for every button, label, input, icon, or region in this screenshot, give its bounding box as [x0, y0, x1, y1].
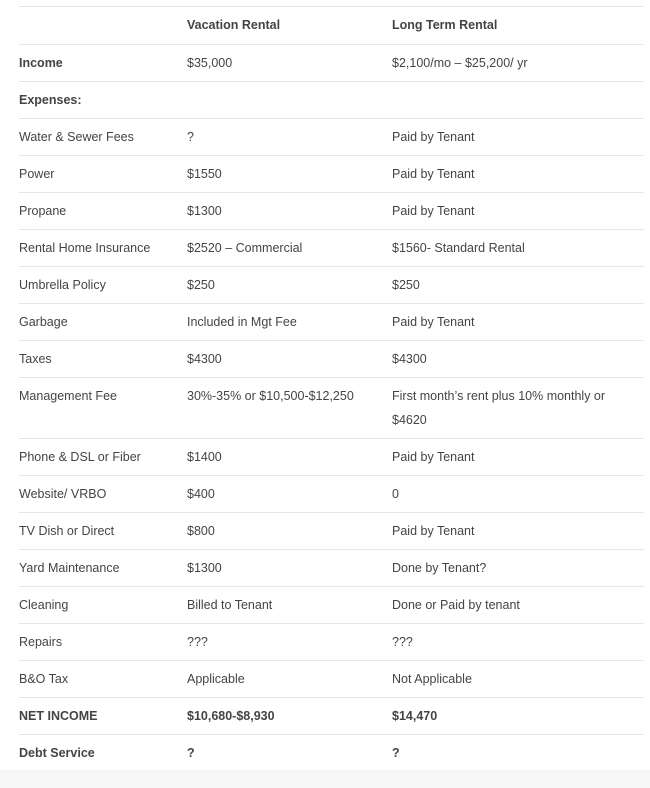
- vacation-value: Included in Mgt Fee: [187, 303, 392, 340]
- row-label: NET INCOME: [19, 697, 187, 734]
- long-term-value: $2,100/mo – $25,200/ yr: [392, 44, 644, 81]
- vacation-value: $1400: [187, 438, 392, 475]
- long-term-value: Paid by Tenant: [392, 118, 644, 155]
- long-term-value: Not Applicable: [392, 660, 644, 697]
- row-label: Income: [19, 44, 187, 81]
- row-label: Propane: [19, 192, 187, 229]
- long-term-value: ???: [392, 623, 644, 660]
- vacation-value: $800: [187, 512, 392, 549]
- row-label: Phone & DSL or Fiber: [19, 438, 187, 475]
- vacation-value: $35,000: [187, 44, 392, 81]
- row-label: B&O Tax: [19, 660, 187, 697]
- vacation-value: $1550: [187, 155, 392, 192]
- row-label: Taxes: [19, 340, 187, 377]
- header-long-term-rental: Long Term Rental: [392, 7, 644, 44]
- vacation-value: $1300: [187, 549, 392, 586]
- long-term-value: First month’s rent plus 10% monthly or $4620: [392, 377, 644, 438]
- row-label: Rental Home Insurance: [19, 229, 187, 266]
- row-label: Umbrella Policy: [19, 266, 187, 303]
- vacation-value: $4300: [187, 340, 392, 377]
- vacation-value: $400: [187, 475, 392, 512]
- row-label: Expenses:: [19, 81, 187, 118]
- vacation-value: ?: [187, 118, 392, 155]
- vacation-value: Billed to Tenant: [187, 586, 392, 623]
- table-row: [19, 229, 644, 266]
- table-row-expenses: [19, 81, 644, 118]
- table-row: [19, 340, 644, 377]
- table-row-management-fee: [19, 377, 644, 438]
- table-row: [19, 192, 644, 229]
- vacation-value: 30%-35% or $10,500-$12,250: [187, 377, 392, 438]
- row-label: Repairs: [19, 623, 187, 660]
- page-bottom-band: [0, 770, 650, 788]
- table-row: [19, 155, 644, 192]
- long-term-value: $250: [392, 266, 644, 303]
- table-row: [19, 438, 644, 475]
- table-header-row: [19, 7, 644, 44]
- long-term-value: Done by Tenant?: [392, 549, 644, 586]
- table-row: [19, 586, 644, 623]
- table-row: [19, 512, 644, 549]
- rental-comparison-table: [19, 7, 644, 770]
- table-row-income: [19, 44, 644, 81]
- vacation-value: $250: [187, 266, 392, 303]
- row-label: Debt Service: [19, 734, 187, 770]
- row-label: Management Fee: [19, 377, 187, 438]
- vacation-value: ?: [187, 734, 392, 770]
- table-row: [19, 118, 644, 155]
- vacation-value: ???: [187, 623, 392, 660]
- row-label: Yard Maintenance: [19, 549, 187, 586]
- long-term-value: $1560- Standard Rental: [392, 229, 644, 266]
- header-vacation-rental: Vacation Rental: [187, 7, 392, 44]
- row-label: TV Dish or Direct: [19, 512, 187, 549]
- long-term-value: [392, 81, 644, 118]
- row-label: Cleaning: [19, 586, 187, 623]
- row-label: Power: [19, 155, 187, 192]
- table-row: [19, 660, 644, 697]
- vacation-value: Applicable: [187, 660, 392, 697]
- long-term-value: Paid by Tenant: [392, 438, 644, 475]
- long-term-value: $4300: [392, 340, 644, 377]
- long-term-value: Paid by Tenant: [392, 303, 644, 340]
- table-row-debt-service: [19, 734, 644, 770]
- row-label: Water & Sewer Fees: [19, 118, 187, 155]
- table-row: [19, 266, 644, 303]
- long-term-value: Done or Paid by tenant: [392, 586, 644, 623]
- table-row: [19, 549, 644, 586]
- long-term-value: Paid by Tenant: [392, 155, 644, 192]
- long-term-value: Paid by Tenant: [392, 512, 644, 549]
- row-label: Garbage: [19, 303, 187, 340]
- long-term-value: $14,470: [392, 697, 644, 734]
- long-term-value: Paid by Tenant: [392, 192, 644, 229]
- table-row: [19, 623, 644, 660]
- row-label: Website/ VRBO: [19, 475, 187, 512]
- long-term-value: 0: [392, 475, 644, 512]
- table-row-net-income: [19, 697, 644, 734]
- long-term-value: ?: [392, 734, 644, 770]
- header-category: [19, 7, 187, 44]
- table-row: [19, 303, 644, 340]
- vacation-value: $1300: [187, 192, 392, 229]
- vacation-value: $2520 – Commercial: [187, 229, 392, 266]
- vacation-value: $10,680-$8,930: [187, 697, 392, 734]
- table-row: [19, 475, 644, 512]
- vacation-value: [187, 81, 392, 118]
